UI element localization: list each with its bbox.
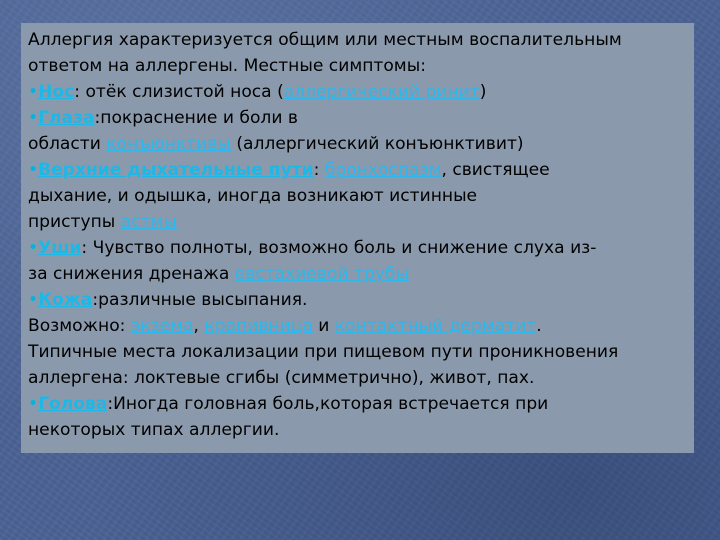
allergic-rhinitis-link[interactable]: аллергический ринит bbox=[283, 82, 480, 102]
eyes-text-3: (аллергический конъюнктивит) bbox=[230, 134, 524, 154]
head-text: :Иногда головная боль,которая встречается при bbox=[107, 394, 549, 414]
airways-text-2: , свистящее bbox=[441, 160, 550, 180]
nose-item bbox=[28, 79, 686, 105]
eczema-link[interactable]: экзема bbox=[130, 316, 194, 336]
bullet-icon: • bbox=[28, 394, 39, 414]
skin-end: . bbox=[536, 316, 542, 336]
eyes-text: :покраснение и боли в bbox=[94, 108, 298, 128]
skin-term-link[interactable]: Кожа bbox=[38, 290, 93, 310]
asthma-link[interactable]: астмы bbox=[120, 212, 177, 232]
airways-text: : bbox=[313, 160, 325, 180]
nose-text-end: ) bbox=[479, 82, 487, 102]
eyes-term-link[interactable]: Глаза bbox=[38, 108, 95, 128]
airways-item bbox=[28, 157, 686, 183]
skin-item-line-2 bbox=[28, 313, 686, 339]
airways-item-line-3 bbox=[28, 209, 686, 235]
nose-text: : отёк слизистой носа ( bbox=[74, 82, 284, 102]
bronchospasm-link[interactable]: бронхоспазм bbox=[324, 160, 442, 180]
skin-sep-1: , bbox=[193, 316, 205, 336]
eyes-item bbox=[28, 105, 686, 131]
eustachian-tube-link[interactable]: евстахиевой трубы bbox=[234, 264, 409, 284]
content-text-box bbox=[21, 23, 694, 453]
urticaria-link[interactable]: крапивница bbox=[204, 316, 313, 336]
head-item bbox=[28, 391, 686, 417]
ears-text: : Чувство полноты, возможно боль и снижение слуха из- bbox=[81, 238, 597, 258]
eyes-text-2: области bbox=[28, 134, 107, 154]
nose-term-link[interactable]: Нос bbox=[38, 82, 75, 102]
intro-line-1: Аллергия характеризуется общим или местным воспалительным bbox=[28, 30, 622, 50]
ears-item-line-2 bbox=[28, 261, 686, 287]
conjunctiva-link[interactable]: конъюнктивы bbox=[106, 134, 231, 154]
bullet-icon: • bbox=[28, 238, 39, 258]
skin-item bbox=[28, 287, 686, 313]
skin-item-line-4: аллергена: локтевые сгибы (симметрично), живот, пах. bbox=[28, 368, 535, 388]
bullet-icon: • bbox=[28, 290, 39, 310]
skin-text: :различные высыпания. bbox=[92, 290, 308, 310]
skin-sep-2: и bbox=[312, 316, 335, 336]
ears-term-link[interactable]: Уши bbox=[38, 238, 82, 258]
head-term-link[interactable]: Голова bbox=[38, 394, 108, 414]
eyes-item-line-2 bbox=[28, 131, 686, 157]
bullet-icon: • bbox=[28, 108, 39, 128]
intro-line-2: ответом на аллергены. Местные симптомы: bbox=[28, 56, 426, 76]
ears-text-2: за снижения дренажа bbox=[28, 264, 235, 284]
bullet-icon: • bbox=[28, 160, 39, 180]
ears-item bbox=[28, 235, 686, 261]
airways-term-link[interactable]: Верхние дыхательные пути bbox=[38, 160, 314, 180]
skin-text-2: Возможно: bbox=[28, 316, 131, 336]
skin-item-line-3: Типичные места локализации при пищевом пути проникновения bbox=[28, 342, 619, 362]
bullet-icon: • bbox=[28, 82, 39, 102]
airways-item-line-2: дыхание, и одышка, иногда возникают истинные bbox=[28, 186, 478, 206]
contact-dermatitis-link[interactable]: контактный дерматит bbox=[334, 316, 537, 336]
airways-text-3: приступы bbox=[28, 212, 121, 232]
head-item-line-2: некоторых типах аллергии. bbox=[28, 420, 280, 440]
